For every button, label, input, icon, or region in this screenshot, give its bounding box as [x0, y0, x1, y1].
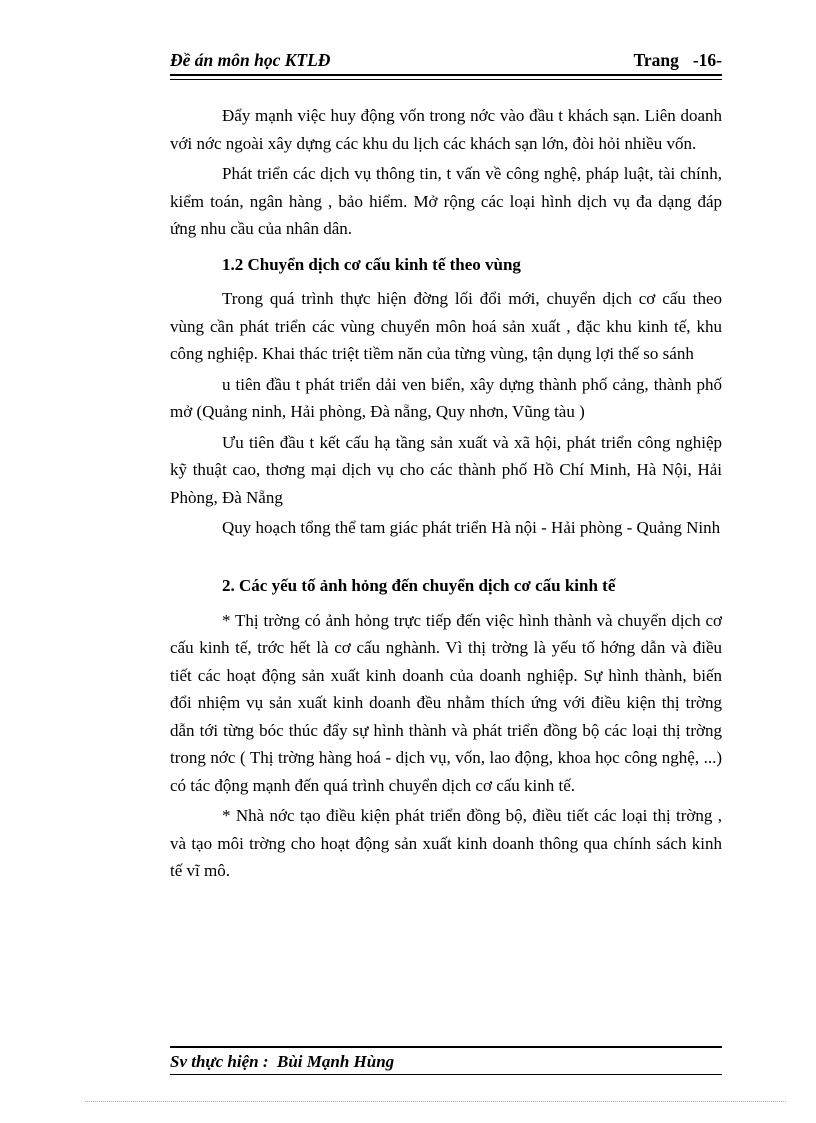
paragraph: Đẩy mạnh việc huy động vốn trong nớc vào đầu t khách sạn. Liên doanh với nớc ngoài xây dựng các khu du lịch các khách sạn lớn, đòi hỏi nhiều vốn. — [170, 106, 722, 153]
section-heading: 1.2 Chuyển dịch cơ cấu kinh tế theo vùng — [222, 254, 521, 274]
header-page-number: -16- — [692, 50, 722, 70]
page-content — [170, 50, 722, 888]
document-body — [170, 102, 722, 885]
paragraph: * Nhà nớc tạo điều kiện phát triển đồng bộ, điều tiết các loại thị trờng , và tạo môi trờng cho hoạt động sản xuất kinh doanh thông qua chính sách kinh tế vĩ mô. — [170, 806, 722, 881]
page-footer — [170, 1046, 722, 1075]
paragraph: Quy hoạch tổng thể tam giác phát triển Hà nội - Hải phòng - Quảng Ninh — [222, 518, 721, 538]
paragraph: * Thị trờng có ảnh hỏng trực tiếp đến việc hình thành và chuyển dịch cơ cấu kinh tế, trớc hết là cơ cấu nghành. Vì thị trờng là yếu tố hớng dẫn và điều tiết các hoạt động sản xuất kinh doanh của doanh nghiệp. Sự hình thành, biến đổi nhiệm vụ sản xuất kinh doanh đều nhằm thích ứng với điều kiện thị trờng dẫn tới từng bóc thúc đẩy sự hình thành và phát triển đồng bộ các loại thị trờng trong nớc ( Thị trờng hàng hoá - dịch vụ, vốn, lao động, khoa học công nghệ, ...) có tác động mạnh đến quá trình chuyển dịch cơ cấu kinh tế. — [170, 610, 722, 795]
page-boundary-dotted-line — [85, 1101, 786, 1102]
paragraph: Trong quá trình thực hiện đờng lối đổi mới, chuyển dịch cơ cấu theo vùng cần phát triển các vùng chuyển môn hoá sản xuất , đặc khu kinh tế, khu công nghiệp. Khai thác triệt tiềm năn của từng vùng, tận dụng lợi thế so sánh — [170, 289, 722, 364]
header-rule — [170, 74, 722, 80]
paragraph: u tiên đầu t phát triển dải ven biển, xây dựng thành phố cảng, thành phố mở (Quảng ninh, Hải phòng, Đà nẵng, Quy nhơn, Vũng tàu ) — [170, 374, 722, 422]
footer-author: Sv thực hiện : Bùi Mạnh Hùng — [170, 1048, 722, 1075]
header-title: Đề án môn học KTLĐ — [170, 50, 331, 70]
page-header — [170, 50, 722, 71]
section-heading: 2. Các yếu tố ảnh hỏng đến chuyển dịch cơ cấu kinh tế — [222, 575, 616, 595]
paragraph: Phát triển các dịch vụ thông tin, t vấn về công nghệ, pháp luật, tài chính, kiểm toán, ngân hàng , bảo hiểm. Mở rộng các loại hình dịch vụ đa dạng đáp ứng nhu cầu của nhân dân. — [170, 164, 722, 239]
header-page-label: Trang — [633, 50, 679, 70]
paragraph: Ưu tiên đầu t kết cấu hạ tầng sản xuất và xã hội, phát triển công nghiệp kỹ thuật cao, thơng mại dịch vụ cho các thành phố Hồ Chí Minh, Hà Nội, Hải Phòng, Đà Nẵng — [170, 432, 722, 507]
header-page-info — [633, 50, 722, 71]
